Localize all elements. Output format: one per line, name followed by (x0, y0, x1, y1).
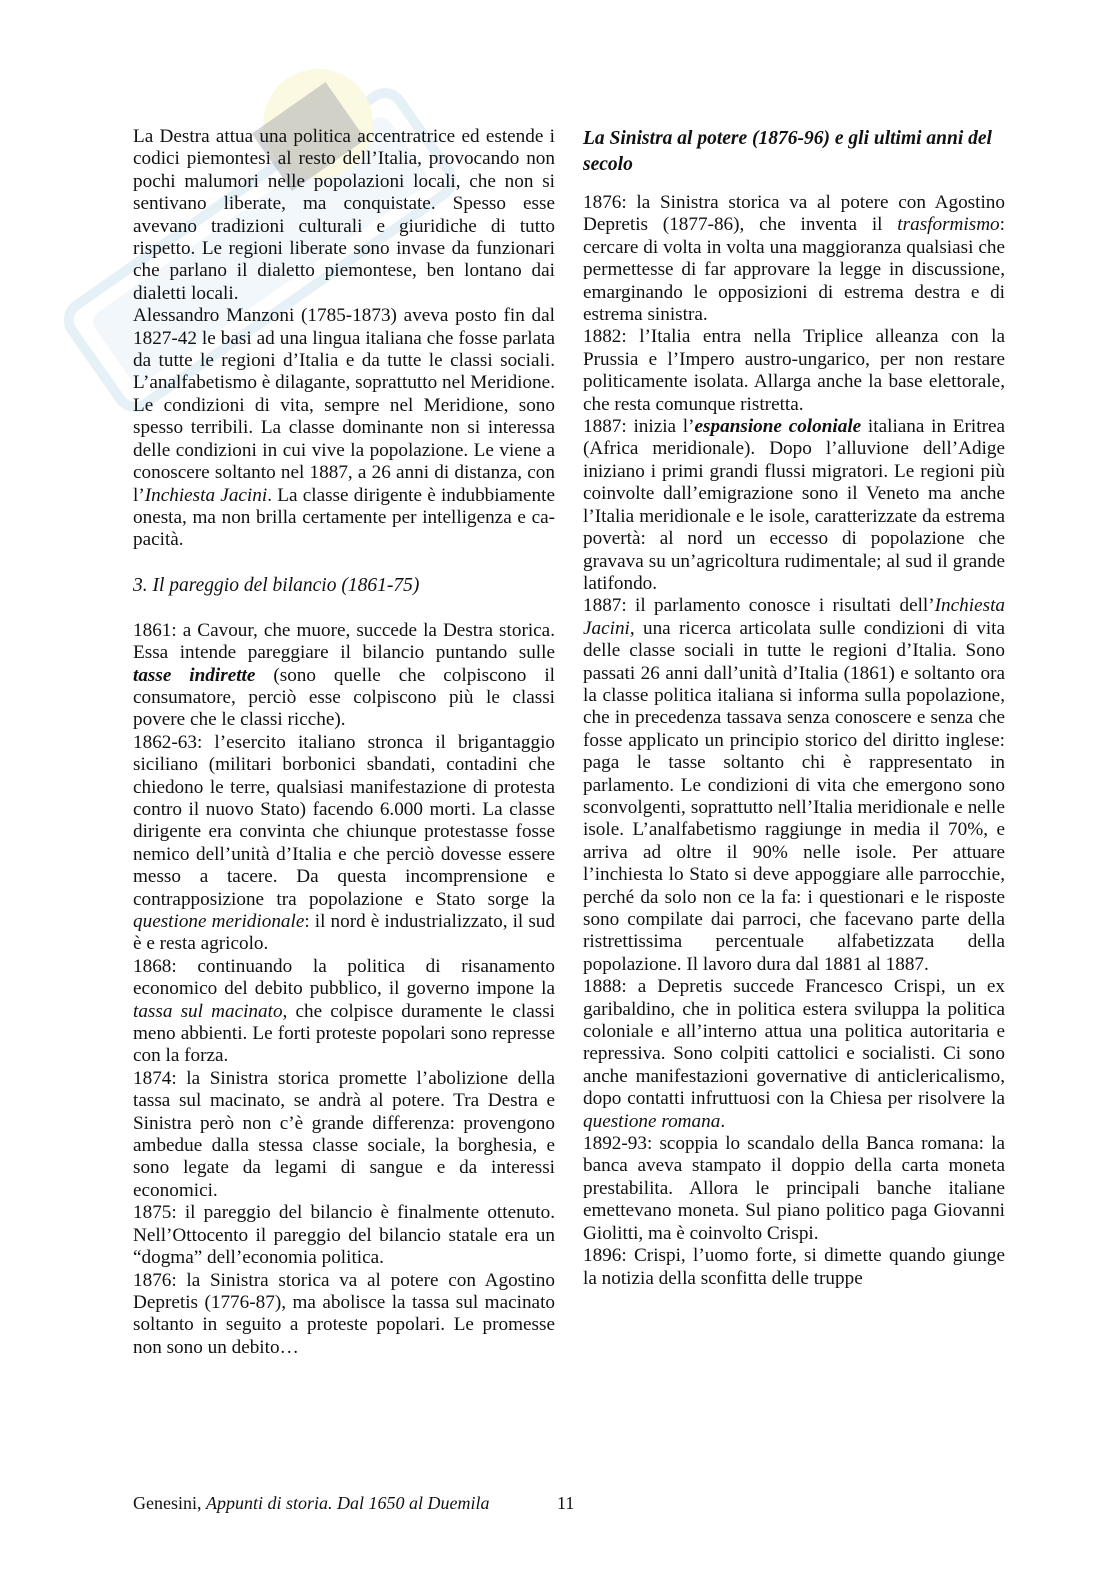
paragraph: 1861: a Cavour, che muore, succede la Destra storica. Essa intende pareggiare il bilancio puntando sulle tasse indirette (sono quelle che colpiscono il consumatore, perciò esse colpiscono più le classi povere che le classi ricche). (133, 619, 555, 731)
section-heading: 3. Il pareggio del bilancio (1861-75) (133, 574, 420, 596)
paragraph: 1887: inizia l’espansione coloniale italiana in Eritrea (Africa meridionale). Dopo l’alluvione dell’Adige iniziano i primi grandi flussi migratori. Le regioni più coinvolte dall’emigrazione sono il Veneto ma anche l’Italia meridionale e le isole, caratterizzate da estrema povertà: al nord un eccesso di popolazione che gravava su un’agricoltura rudimentale; al sud il grande latifondo. (583, 416, 1005, 594)
paragraph: 1876: la Sinistra storica va al potere con Agostino Depretis (1877-86), che inventa il trasformismo: cercare di volta in volta una maggioranza qualsiasi che permettesse di far approvare la legge in discussione, emarginando le opposizioni di estrema destra e di estrema sinistra. (583, 192, 1005, 326)
paragraph: 1868: continuando la politica di risanamento economico del debito pubblico, il governo impone la tassa sul macinato, che colpisce duramente le classi meno abbienti. Le forti proteste popolari sono represse con la forza. (133, 955, 555, 1067)
paragraph: 1892-93: scoppia lo scandalo della Banca romana: la banca aveva stampato il doppio della carta moneta prestabilita. Allora le principali banche italiane emettevano moneta. Sul piano politico paga Giovanni Giolitti, ma è coinvolto Crispi. (583, 1133, 1005, 1244)
paragraph: 1896: Crispi, l’uomo forte, si dimette quando giunge la notizia della sconfitta delle truppe (583, 1245, 1005, 1289)
paragraph: La Destra attua una politica accentratrice ed estende i codici piemontesi al resto dell’Italia, provocando non pochi malumori nelle popolazioni locali, che non si sentivano liberate, ma conquistate. Spesso esse avevano tradizioni culturali e giuridiche di tutto rispetto. Le regioni liberate sono invase da funzionari che parlano il dialetto piemontese, ben lontano dai dialetti locali. (133, 126, 555, 304)
paragraph: Alessandro Manzoni (1785-1873) aveva posto fin dal 1827-42 le basi ad una lingua italiana che fosse parlata da tutte le regioni d’Italia e da tutte le classi sociali. L’analfabetismo è dilagante, soprattutto nel Meridione. Le condizioni di vita, sempre nel Meridione, sono spesso terribili. La classe dominante non si interessa delle condizioni in cui vive la popolazione. Le viene a conoscere soltanto nel 1887, a 26 anni di distanza, con l’Inchiesta Jacini. La classe dirigente è indubbiamente onesta, ma non brilla certamente per intelligenza e capacità. (133, 305, 556, 551)
paragraph: 1882: l’Italia entra nella Triplice alleanza con la Prussia e l’Impero austro-ungarico, per non restare politicamente isolata. Allarga anche la base elettorale, che resta comunque ristretta. (583, 326, 1005, 415)
right-column (583, 126, 1005, 1290)
page-number: 11 (557, 1493, 575, 1513)
paragraph: 1874: la Sinistra storica promette l’abolizione della tassa sul macinato, se andrà al potere. Tra Destra e Sinistra però non c’è grande differenza: provengono ambedue dalla stessa classe sociale, la borghesia, e sono legate da legami di sangue e da interessi economici. (133, 1067, 555, 1201)
paragraph: 1887: il parlamento conosce i risultati dell’Inchiesta Jacini, una ricerca articolata sulle condizioni di vita delle classe sociali in tutte le regioni d’Italia. Sono passati 26 anni dall’unità d’Italia (1861) e soltanto ora la classe politica italiana si informa sulla popolazione, che in precedenza tassava senza conoscere e senza che fosse applicato un principio storico del diritto inglese: paga le tasse soltanto chi è rappresentato in parlamento. Le condizioni di vita che emergono sono sconvolgenti, soprattutto nell’Italia meridionale e nelle isole. L’analfabetismo raggiunge in media il 70%, e arriva ad oltre il 90% nelle isole. Per attuare l’inchiesta lo Stato si deve appoggiare alle parrocchie, perché da solo non ce la fa: i questionari e le risposte sono compilate dai parroci, che facevano parte della ristrettissima percentuale alfabetizzata della popolazione. Il lavoro dura dal 1881 al 1887. (583, 595, 1005, 975)
paragraph: 1875: il pareggio del bilancio è finalmente ottenuto. Nell’Ottocento il pareggio del bilancio statale era un “dogma” dell’economia politica. (133, 1202, 555, 1269)
paragraph: 1888: a Depretis succede Francesco Crispi, un ex garibaldino, che in politica estera sviluppa la politica coloniale e all’interno attua una politica autoritaria e repressiva. Sono colpiti cattolici e socialisti. Ci sono anche manifestazioni governative di anticlericalismo, dopo contatti infruttuosi con la Chiesa per risolvere la questione romana. (583, 976, 1005, 1132)
footer-author: Genesini, (133, 1493, 206, 1513)
left-column (133, 126, 555, 1359)
section-heading: La Sinistra al potere (1876-96) e gli ultimi anni del secolo (583, 128, 992, 175)
paragraph: 1876: la Sinistra storica va al potere con Agostino Depretis (1776-87), ma abolisce la tassa sul macinato soltanto in seguito a proteste popolari. Le promesse non sono un debito… (133, 1269, 555, 1358)
paragraph: 1862-63: l’esercito italiano stronca il brigantaggio siciliano (militari borbonici sbandati, contadini che chiedono le terre, qualsiasi manifestazione di protesta contro il nuovo Stato) facendo 6.000 morti. La classe dirigente era convinta che chiunque protestasse fosse nemico dell’unità d’Italia e che perciò dovesse essere messo a tacere. Da questa incomprensione e contrapposizione tra popolazione e Stato sorge la questione meridionale: il nord è industrializzato, il sud è e resta agricolo. (133, 731, 555, 955)
footer (133, 1492, 489, 1514)
footer-title: Appunti di storia. Dal 1650 al Duemila (205, 1493, 490, 1513)
